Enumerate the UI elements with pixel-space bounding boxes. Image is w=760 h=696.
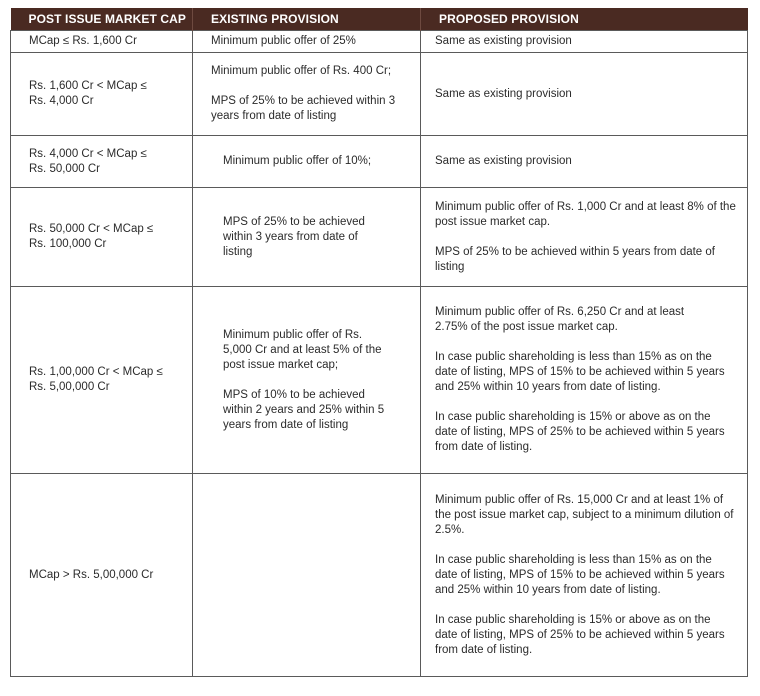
cap-text-line: Rs. 1,600 Cr < MCap ≤ [29, 80, 147, 92]
proposed-text: Same as existing provision [435, 87, 572, 100]
proposed-paragraph: Minimum public offer of Rs. 15,000 Cr and at least 1% of the post issue market cap, subject to a minimum dilution of 2.5%. [435, 493, 734, 536]
proposed-cell [421, 31, 748, 53]
proposed-paragraph: In case public shareholding is 15% or above as on the date of listing, MPS of 25% to be achieved within 5 years from date of listing. [435, 613, 725, 656]
cap-text-line: Rs. 50,000 Cr [29, 162, 100, 175]
proposed-cell [421, 287, 748, 474]
provision-table-container [10, 8, 747, 677]
header-market-cap: POST ISSUE MARKET CAP [11, 8, 193, 31]
proposed-paragraph: In case public shareholding is less than 15% as on the date of listing, MPS of 15% to be achieved within 5 years and 25% within 10 years from date of listing. [435, 351, 725, 393]
table-row [11, 474, 748, 677]
existing-paragraph: MPS of 25% to be achieved within 3 years from date of listing [223, 215, 365, 258]
proposed-cell [421, 188, 748, 287]
table-header-row [11, 8, 748, 31]
proposed-text: Same as existing provision [435, 155, 572, 167]
existing-cell [193, 53, 421, 136]
proposed-paragraph: MPS of 25% to be achieved within 5 years from date of listing [435, 245, 715, 273]
proposed-cell [421, 53, 748, 136]
cap-text-line: Rs. 50,000 Cr < MCap ≤ [29, 223, 154, 235]
cap-cell [11, 136, 193, 188]
existing-text: Minimum public offer of 25% [211, 35, 356, 47]
table-row [11, 31, 748, 53]
proposed-paragraph: In case public shareholding is less than 15% as on the date of listing, MPS of 15% to be achieved within 5 years and 25% within 10 years from date of listing. [435, 553, 725, 596]
market-cap-provision-table [10, 8, 748, 677]
header-existing-provision: EXISTING PROVISION [193, 8, 421, 31]
existing-cell-empty [193, 474, 421, 677]
cap-text-line: Rs. 5,00,000 Cr [29, 381, 110, 393]
table-row [11, 136, 748, 188]
table-row [11, 188, 748, 287]
proposed-paragraph: Minimum public offer of Rs. 1,000 Cr and at least 8% of the post issue market cap. [435, 200, 736, 228]
existing-paragraph: Minimum public offer of Rs. 5,000 Cr and at least 5% of the post issue market cap; [223, 328, 382, 371]
cap-cell [11, 287, 193, 474]
existing-cell [193, 31, 421, 53]
cap-text: MCap ≤ Rs. 1,600 Cr [29, 35, 137, 47]
table-row [11, 287, 748, 474]
cap-text-line: Rs. 4,000 Cr < MCap ≤ [29, 147, 147, 160]
cap-text-line: Rs. 4,000 Cr [29, 95, 94, 107]
existing-paragraph: Minimum public offer of Rs. 400 Cr; [211, 65, 392, 77]
proposed-cell [421, 136, 748, 188]
cap-cell [11, 53, 193, 136]
existing-cell [193, 136, 421, 188]
proposed-text: Same as existing provision [435, 35, 572, 47]
cap-text: MCap > Rs. 5,00,000 Cr [29, 568, 154, 581]
existing-paragraph: MPS of 25% to be achieved within 3 years from date of listing [211, 95, 396, 122]
table-row [11, 53, 748, 136]
cap-cell [11, 31, 193, 53]
existing-cell [193, 188, 421, 287]
existing-text: Minimum public offer of 10%; [223, 155, 372, 167]
proposed-cell [421, 474, 748, 677]
proposed-paragraph: Minimum public offer of Rs. 6,250 Cr and at least 2.75% of the post issue market cap. [435, 306, 685, 333]
cap-text-line: Rs. 1,00,000 Cr < MCap ≤ [29, 366, 163, 378]
cap-cell [11, 474, 193, 677]
existing-paragraph: MPS of 10% to be achieved within 2 years and 25% within 5 years from date of listing [223, 388, 385, 431]
proposed-paragraph: In case public shareholding is 15% or above as on the date of listing, MPS of 25% to be achieved within 5 years from date of listing. [435, 411, 725, 453]
existing-cell [193, 287, 421, 474]
header-proposed-provision: PROPOSED PROVISION [421, 8, 748, 31]
cap-text-line: Rs. 100,000 Cr [29, 238, 107, 250]
cap-cell [11, 188, 193, 287]
